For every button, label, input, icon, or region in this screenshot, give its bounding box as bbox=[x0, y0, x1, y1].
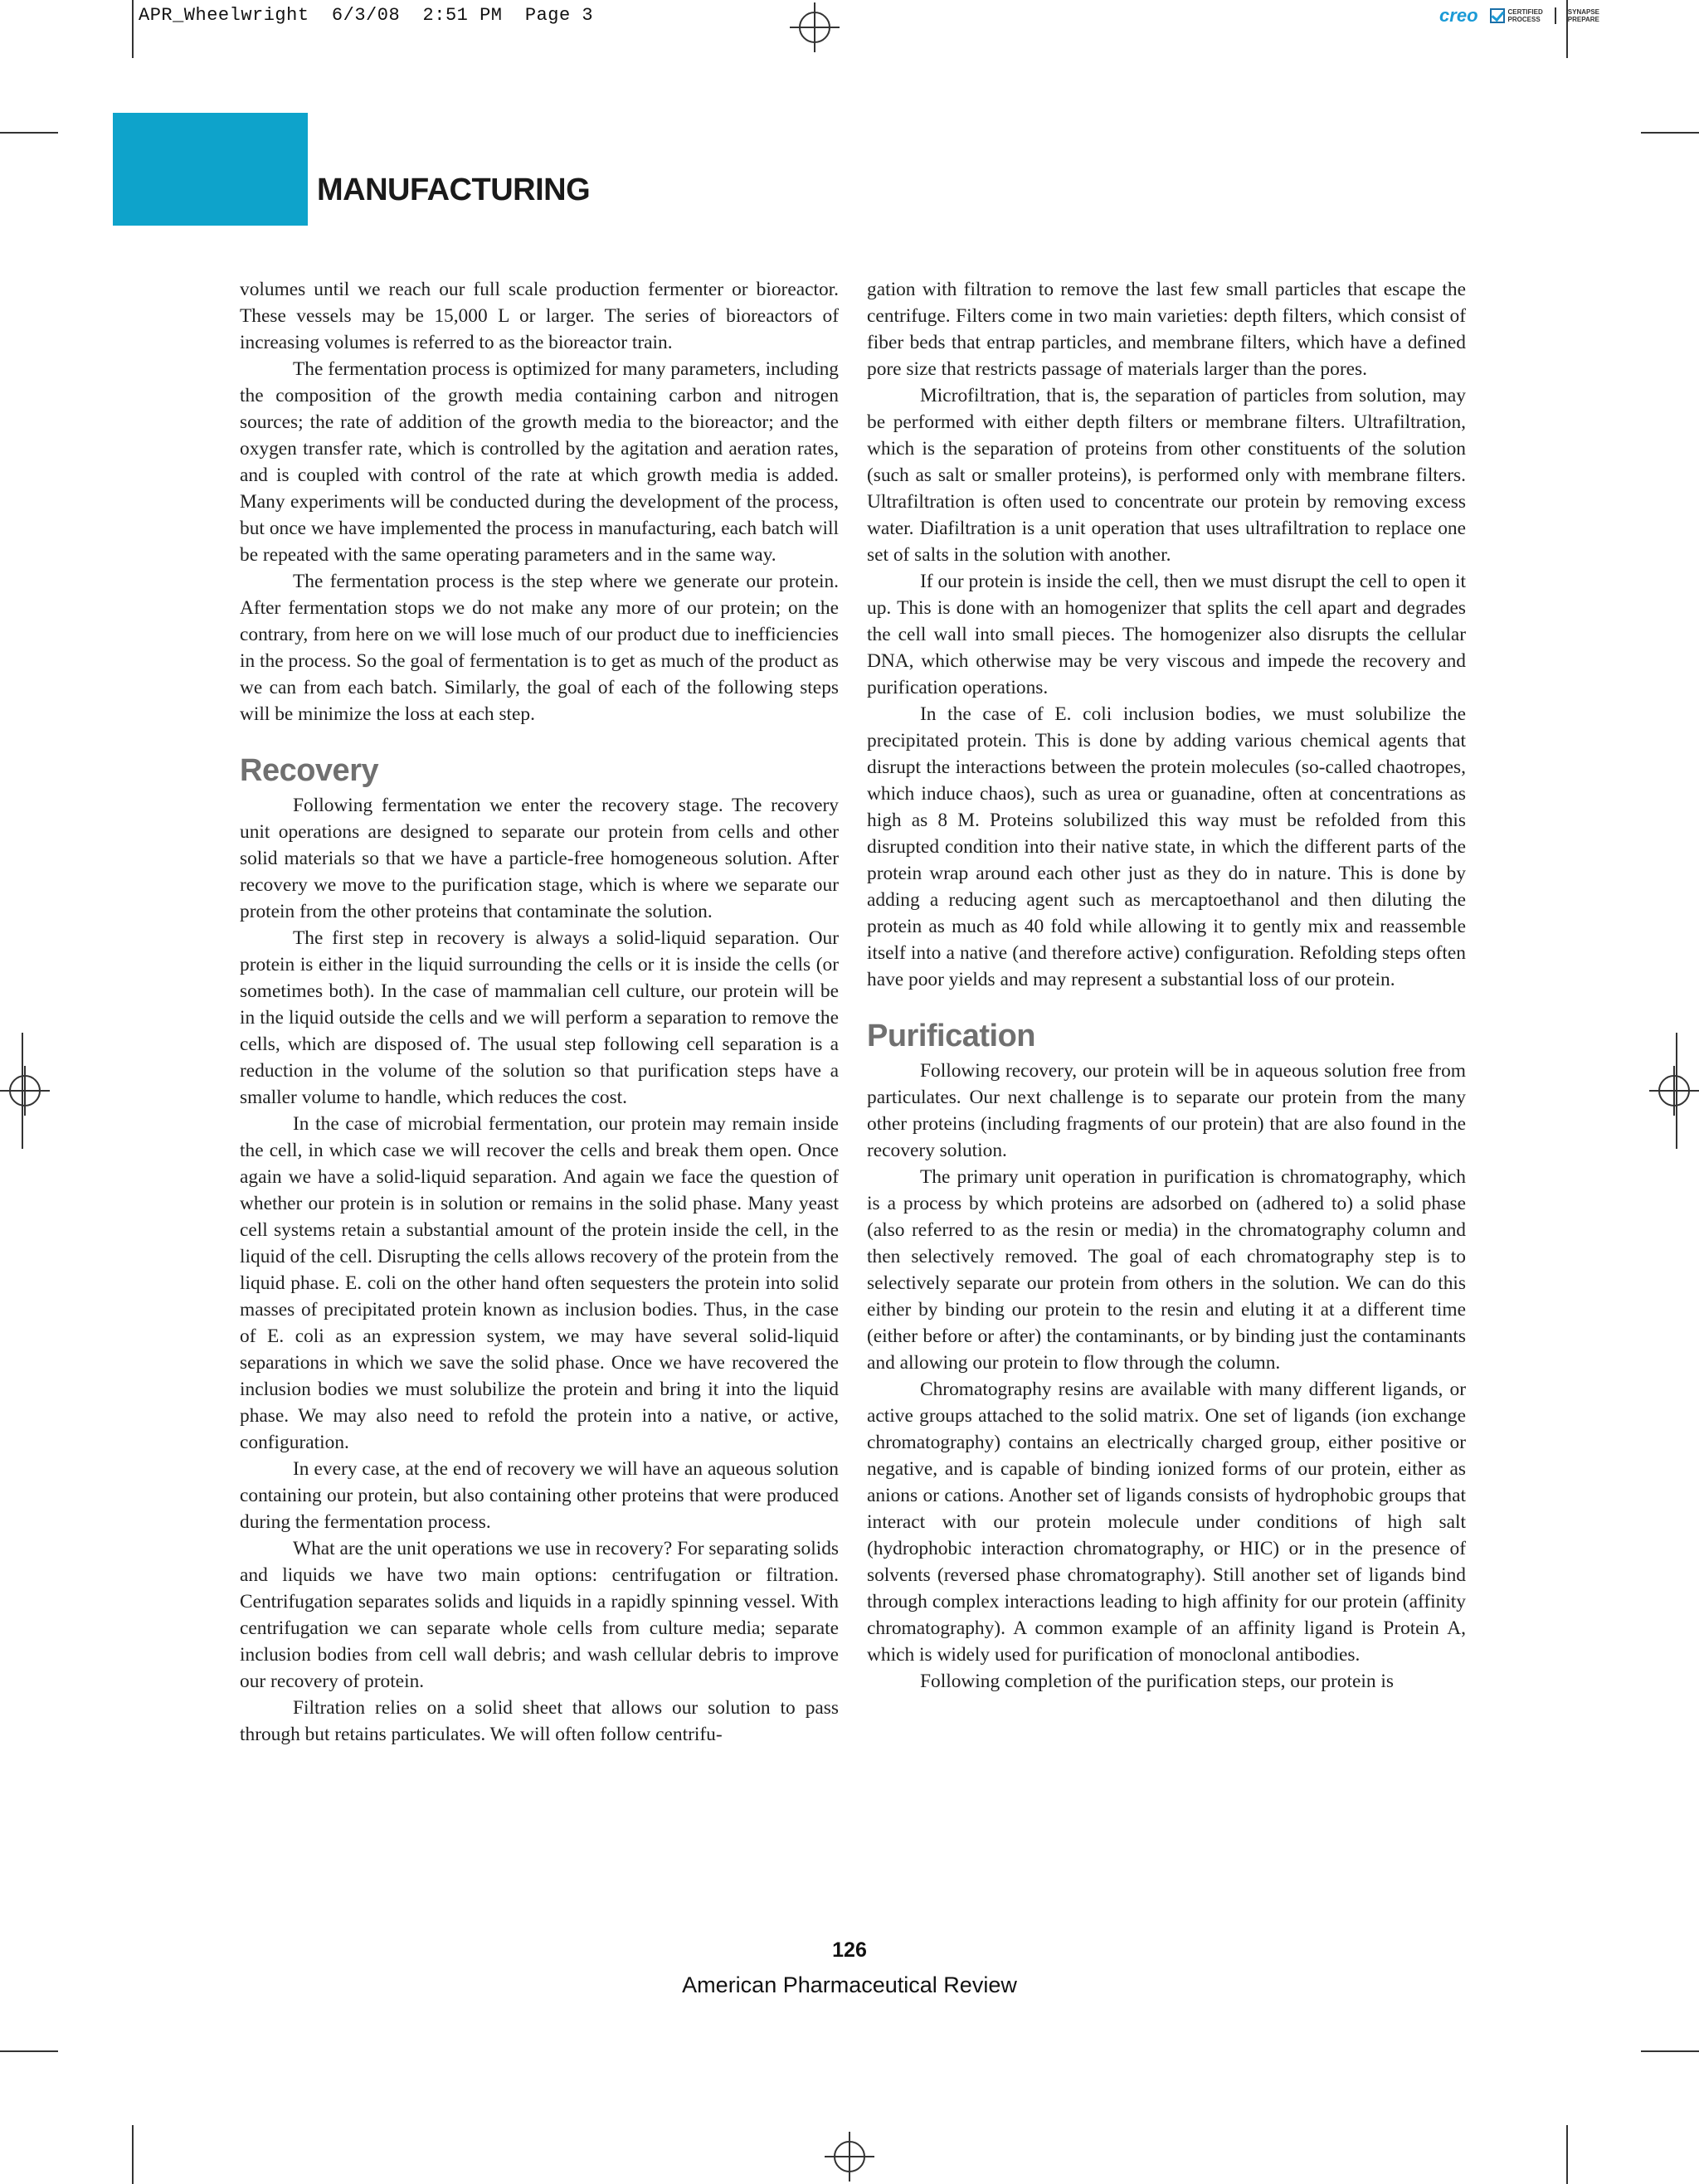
crop-mark bbox=[132, 0, 134, 58]
body-paragraph: The primary unit operation in purification is chromatography, which is a process by which proteins are adsorbed on (adhered to) a solid phase (also referred to as the resin or media) in the chromatography column and then selectively removed. The goal of each chromatography step is to selectively separate our protein from others in the solution. We can do this either by binding our protein to the resin and eluting it at a different time (either before or after) the contaminants, or by binding just the contaminants and allowing our protein to flow through the column. bbox=[867, 1166, 1466, 1374]
left-text-column bbox=[240, 276, 839, 1748]
section-title: MANUFACTURING bbox=[317, 173, 591, 207]
print-slug: APR_Wheelwright 6/3/08 2:51 PM Page 3 bbox=[139, 5, 594, 26]
crop-mark bbox=[1641, 132, 1699, 134]
body-paragraph: What are the unit operations we use in recovery? For separating solids and liquids we have two main options: centrifugation or filtration. Centrifugation separates solids and liquids in a rapidly spinning vessel. With centrifugation we can separate whole cells from culture media; separate inclusion bodies from cell wall debris; and wash cellular debris to improve our recovery of protein. bbox=[240, 1538, 839, 1692]
right-text-column bbox=[867, 276, 1466, 1695]
body-paragraph: gation with filtration to remove the last few small particles that escape the centrifuge. Filters come in two main varieties: depth filters, which consist of fiber beds that entrap particles, and membrane filters, which have a defined pore size that restricts passage of materials larger than the pores. bbox=[867, 279, 1466, 380]
crop-mark bbox=[0, 132, 58, 134]
body-paragraph: The first step in recovery is always a solid-liquid separation. Our protein is either in the liquid surrounding the cells or it is inside the cells (or sometimes both). In the case of mammalian cell culture, our protein will be in the liquid outside the cells and we will perform a separation to remove the cells, which are disposed of. The usual step following cell separation is a reduction in the volume of the solution so that purification steps have a smaller volume to handle, which reduces the cost. bbox=[240, 927, 839, 1108]
body-paragraph: In every case, at the end of recovery we will have an aqueous solution containing our protein, but also containing other proteins that were produced during the fermentation process. bbox=[240, 1458, 839, 1533]
crop-mark bbox=[1566, 2125, 1568, 2184]
journal-name: American Pharmaceutical Review bbox=[682, 1972, 1017, 1997]
prepress-logos bbox=[1439, 5, 1599, 27]
crop-mark bbox=[0, 2050, 58, 2052]
logo-divider bbox=[1555, 7, 1556, 24]
body-paragraph: In the case of microbial fermentation, our protein may remain inside the cell, in which case we will recover the cells and break them open. Once again we have a solid-liquid separation. And again we face the question of whether our protein is in solution or remains in the solid phase. Many yeast cell systems retain a substantial amount of the protein inside the cell, in the liquid of the cell. Disrupting the cells allows recovery of the protein from the liquid phase. E. coli on the other hand often sequesters the protein into solid masses of precipitated protein known as inclusion bodies. Thus, in the case of E. coli as an expression system, we may have several solid-liquid separations in which we save the solid phase. Once we have recovered the inclusion bodies we must solubilize the protein and bring it into the liquid phase. We may also need to refold the protein into a native, or active, configuration. bbox=[240, 1113, 839, 1453]
body-paragraph: If our protein is inside the cell, then we must disrupt the cell to open it up. This is done with an homogenizer that splits the cell apart and degrades the cell wall into small pieces. The homogenizer also disrupts the cellular DNA, which otherwise may be very viscous and impede the recovery and purification operations. bbox=[867, 571, 1466, 698]
registration-mark-icon bbox=[0, 1066, 50, 1116]
body-paragraph: Following recovery, our protein will be in aqueous solution free from particulates. Our next challenge is to separate our protein from the many other proteins (including fragments of our protein) that are also found in the recovery solution. bbox=[867, 1060, 1466, 1161]
subsection-heading: Purification bbox=[867, 1019, 1036, 1053]
registration-mark-icon bbox=[790, 2, 840, 52]
body-paragraph: The fermentation process is optimized for many parameters, including the composition of the growth media containing carbon and nitrogen sources; the rate of addition of the growth media to the bioreactor; and the oxygen transfer rate, which is controlled by the agitation and aeration rates, and is coupled with control of the rate at which growth media is added. Many experiments will be conducted during the development of the process, but once we have implemented the process in manufacturing, each batch will be repeated with the same operating parameters and in the same way. bbox=[240, 358, 839, 566]
body-paragraph: Chromatography resins are available with many different ligands, or active groups attached to the solid matrix. One set of ligands (ion exchange chromatography) contains an electrically charged group, either positive or negative, and is capable of binding ionized forms of our protein, either as anions or cations. Another set of ligands consists of hydrophobic groups that interact with our protein molecule under conditions of high salt (hydrophobic interaction chromatography, or HIC) or in the presence of solvents (reversed phase chromatography). Still another set of ligands bind through complex interactions leading to high affinity for our protein (affinity chromatography). A common example of an affinity ligand is Protein A, which is widely used for purification of monoclonal antibodies. bbox=[867, 1379, 1466, 1666]
body-paragraph: volumes until we reach our full scale production fermenter or bioreactor. These vessels may be 15,000 L or larger. The series of bioreactors of increasing volumes is referred to as the bioreactor train. bbox=[240, 279, 839, 353]
registration-mark-icon bbox=[825, 2132, 874, 2182]
crop-mark bbox=[1566, 0, 1568, 58]
checkmark-icon bbox=[1490, 8, 1505, 23]
body-paragraph: In the case of E. coli inclusion bodies, we must solubilize the precipitated protein. This is done by adding various chemical agents that disrupt the interactions between the protein molecules (so-called chaotropes, which induce chaos), such as urea or guanadine, often at concentrations as high as 8 M. Proteins solubilized this way must be refolded from this disrupted condition into their native state, in which the different parts of the protein wrap around each other just as they do in nature. This is done by adding a reducing agent such as mercaptoethanol and then diluting the protein as much as 40 fold while allowing it to gently mix and reassemble itself into a native (and therefore active) configuration. Refolding steps often have poor yields and may represent a substantial loss of our protein. bbox=[867, 703, 1466, 990]
body-paragraph: The fermentation process is the step where we generate our protein. After fermentation stops we do not make any more of our protein; on the contrary, from here on we will lose much of our product due to inefficiencies in the process. So the goal of fermentation is to get as much of the product as we can from each batch. Similarly, the goal of each of the following steps will be minimize the loss at each step. bbox=[240, 571, 839, 725]
page-number: 126 bbox=[832, 1938, 867, 1962]
subsection-heading: Recovery bbox=[240, 753, 379, 788]
body-paragraph: Filtration relies on a solid sheet that allows our solution to pass through but retains particulates. We will often follow centrifu- bbox=[240, 1697, 839, 1745]
crop-mark bbox=[1641, 2050, 1699, 2052]
body-paragraph: Following fermentation we enter the recovery stage. The recovery unit operations are designed to separate our protein from cells and other solid materials so that we have a particle-free homogeneous solution. After recovery we move to the purification stage, which is where we separate our protein from the other proteins that contaminate the solution. bbox=[240, 795, 839, 922]
certified-process-logo: CERTIFIED PROCESS bbox=[1490, 8, 1543, 23]
registration-mark-icon bbox=[1649, 1066, 1699, 1116]
body-paragraph: Following completion of the purification steps, our protein is bbox=[920, 1671, 1395, 1692]
crop-mark bbox=[132, 2125, 134, 2184]
body-paragraph: Microfiltration, that is, the separation of particles from solution, may be performed with either depth filters or membrane filters. Ultrafiltration, which is the separation of proteins from other constituents of the solution (such as salt or smaller proteins), is performed only with membrane filters. Ultrafiltration is often used to concentrate our protein by removing excess water. Diafiltration is a unit operation that uses ultrafiltration to replace one set of salts in the solution with another. bbox=[867, 385, 1466, 566]
synapse-logo: SYNAPSE PREPARE bbox=[1567, 8, 1599, 23]
section-color-block bbox=[113, 113, 308, 226]
creo-logo: creo bbox=[1439, 5, 1478, 26]
